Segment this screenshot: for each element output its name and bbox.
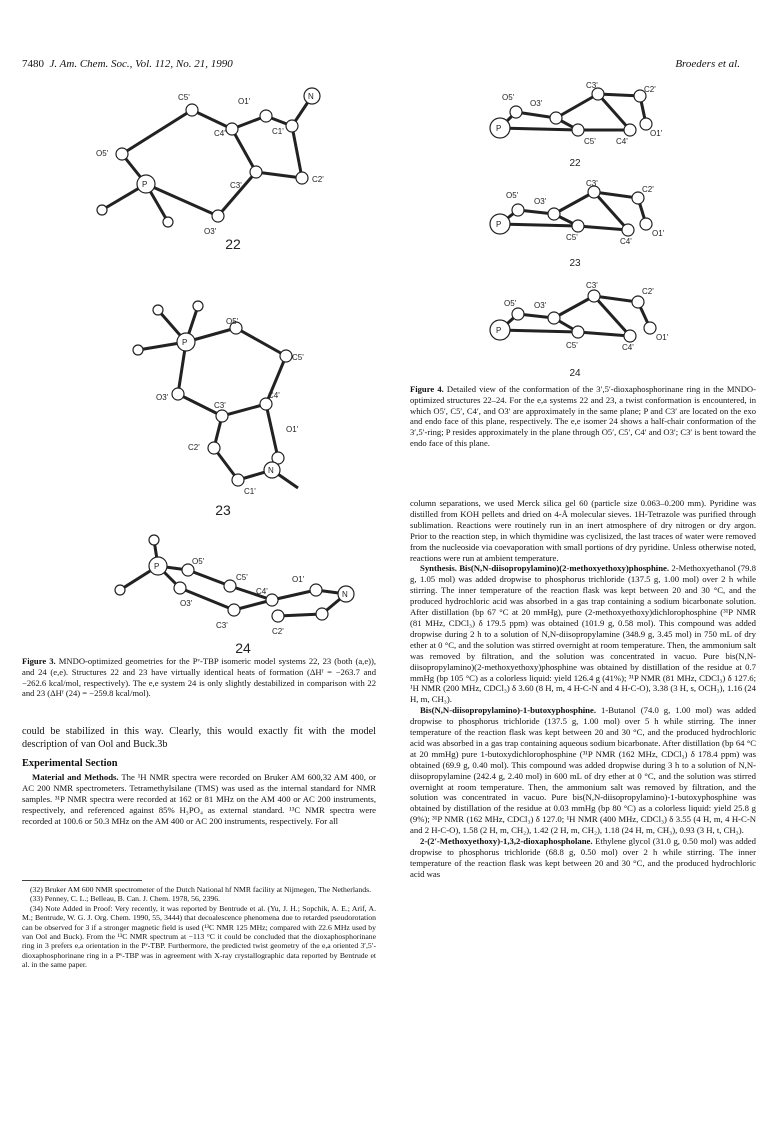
svg-text:C4': C4'	[620, 237, 632, 246]
svg-text:O1': O1'	[652, 229, 665, 238]
svg-text:P: P	[142, 180, 148, 189]
running-authors: Broeders et al.	[675, 58, 740, 70]
footnote-33: (33) Penney, C. L.; Belleau, B. Can. J. Chem. 1978, 56, 2396.	[30, 894, 220, 904]
structure-23-diagram	[118, 280, 358, 510]
materials-methods-text: The ¹H NMR spectra were recorded on Bruker AM 600,32 AM 400, or AC 200 NMR spectrometers. Tetramethylsilane (TMS) was used as the internal standard for NMR samples. ³¹P NMR spectra were recorded at 162 or 81 MHz on the AM 400 or AC 200 instruments, respectively, and referenced against 85% H₃PO₄ as external standard. ¹³C NMR spectra were recorded at 100.6 or 50.3 MHz on the AM 400 or AC 200 instruments, respectively. For all	[22, 772, 376, 826]
svg-text:C5': C5'	[566, 233, 578, 242]
journal-citation: J. Am. Chem. Soc., Vol. 112, No. 21, 1990	[49, 58, 233, 70]
svg-text:O1': O1'	[292, 575, 305, 584]
svg-text:C2': C2'	[188, 443, 200, 452]
svg-text:N: N	[308, 92, 314, 101]
svg-text:C5': C5'	[236, 573, 248, 582]
figure-4-caption	[410, 384, 756, 449]
svg-text:C2': C2'	[644, 85, 656, 94]
svg-text:P: P	[154, 562, 160, 571]
svg-text:O3': O3'	[534, 301, 547, 310]
structure-23-label: 23	[215, 502, 231, 518]
figure-4-structure-24	[470, 278, 700, 368]
figure-4-label-23: 23	[569, 258, 581, 269]
structure-22-label: 22	[225, 236, 241, 252]
svg-text:P: P	[496, 124, 502, 133]
synthesis-1-title: Synthesis. Bis(N,N-diisopropylamino)(2-methoxyethoxy)phosphine.	[420, 563, 670, 574]
figure-4-caption-text: Detailed view of the conformation of the 3′,5′-dioxaphosphorinane ring in the MNDO-optimized structures 22–24. For the e,a systems 22 and 23, a twist conformation is encountered, in which O5′, C5′, C4′, and O3′ are approximately in the same plane; P and C3′ are located on the exo and endo face of this plane, respectively. The e,e isomer 24 shows a half-chair conformation of the 3′,5′-ring; P resides approximately in the plane through O5′, C5′, C4′ and O3′; C3′ is bent toward the endo face of this plane.	[410, 384, 756, 448]
svg-text:O1': O1'	[656, 333, 669, 342]
column-separations-paragraph: column separations, we used Merck silica gel 60 (particle size 0.063–0.200 mm). Pyridine was distilled from KOH pellets and dried on 4-Å molecular sieves. 1H-Tetrazole was purified through sublimation. Reactions were routinely run in an inert atmosphere of dry nitrogen or dry argon. Prior to the reaction step, in which thymidine was cyclisized, the last traces of water were removed from the nucleoside via coevaporation with small portions of dry pyridine. Unless otherwise noted, reactions were run at ambient temperature.	[410, 498, 756, 563]
structure-24-diagram	[96, 530, 386, 640]
experimental-section-title: Experimental Section	[22, 758, 118, 769]
synthesis-1-paragraph	[410, 563, 756, 705]
svg-text:C2': C2'	[642, 185, 654, 194]
svg-text:C5': C5'	[566, 341, 578, 350]
svg-text:O3': O3'	[530, 99, 543, 108]
svg-text:C5': C5'	[584, 137, 596, 146]
svg-text:O5': O5'	[506, 191, 519, 200]
svg-text:C4': C4'	[256, 587, 268, 596]
figure-3-caption-label: Figure 3.	[22, 656, 56, 666]
svg-text:O3': O3'	[204, 227, 217, 236]
svg-text:O5': O5'	[96, 149, 109, 158]
figure-4-caption-label: Figure 4.	[410, 384, 444, 394]
svg-text:C5': C5'	[178, 93, 190, 102]
svg-text:C4': C4'	[616, 137, 628, 146]
svg-text:O1': O1'	[238, 97, 251, 106]
structure-24-label: 24	[235, 640, 251, 656]
svg-text:C3': C3'	[230, 181, 242, 190]
synthesis-1-text: 2-Methoxyethanol (79.8 g, 1.05 mol) was added dropwise to phosphorus trichloride (137.5 g, 1.00 mol) over 2 h while stirring. The inner temperature of the reaction flask was kept between 20 and 30 °C, and the produced hydrochloric acid was absorbed in a gas trap containing a sodium bicarbonate solution. After distillation (bp 67 °C at 20 mmHg), pure (2-methoxyethoxy)dichlorophosphine (³¹P NMR (81 MHz, CDCl₃) δ 179.5 ppm) was obtained (101.9 g, 0.58 mol). This compound was added dropwise during 2 h to a solution of N,N-diisopropylamine (348.9 g, 3.45 mol) in 750 mL of dry ether at 0 °C, and the solution was stirred overnight at room temperature. Then, the ammonium salt was removed by filtration, and the solution was concentrated in vacuo. Pure bis(N,N-diisopropylamino)(2-methoxyethoxy)phosphine was obtained by distillation of the residue at 0.7 mmHg (bp 105 °C) as a colorless liquid: yield 126.4 g (41%); ³¹P NMR (81 MHz, CDCl₃) δ 127.6; ¹H NMR (200 MHz, CDCl₃) δ 3.60 (8 H, m, 4 H-C-N and 4 H-C-O), 3.38 (3 H, s, OCH₃), 1.16 (24 H, m, CH₃).	[410, 563, 757, 705]
svg-text:N: N	[342, 590, 348, 599]
svg-text:C2': C2'	[272, 627, 284, 636]
svg-text:O5': O5'	[502, 93, 515, 102]
right-column-body	[410, 498, 756, 880]
svg-text:C5': C5'	[292, 353, 304, 362]
svg-text:N: N	[268, 466, 274, 475]
svg-text:O3': O3'	[180, 599, 193, 608]
svg-text:O5': O5'	[504, 299, 517, 308]
svg-text:C4': C4'	[214, 129, 226, 138]
footnote-32: (32) Bruker AM 600 NMR spectrometer of the Dutch National hf NMR facility at Nijmegen, The Netherlands.	[30, 885, 372, 894]
svg-text:P: P	[496, 326, 502, 335]
svg-text:P: P	[182, 338, 188, 347]
figure-3-caption	[22, 656, 376, 699]
svg-text:O3': O3'	[534, 197, 547, 206]
synthesis-2-paragraph	[410, 705, 756, 836]
footnotes	[22, 885, 376, 970]
svg-text:C3': C3'	[586, 281, 598, 290]
svg-text:O5': O5'	[226, 317, 239, 326]
page-number: 7480	[22, 58, 44, 70]
page-header-left	[22, 58, 233, 70]
svg-text:O5': O5'	[192, 557, 205, 566]
svg-text:O1': O1'	[286, 425, 299, 434]
materials-methods-paragraph	[22, 772, 376, 827]
svg-text:C1': C1'	[272, 127, 284, 136]
svg-text:C2': C2'	[642, 287, 654, 296]
synthesis-3-text: Ethylene glycol (31.0 g, 0.50 mol) was added dropwise to phosphorus trichloride (68.8 g, 0.50 mol) over 2 h while stirring. The inner temperature of the reaction flask was kept between 20 and 30 °C, and the produced hydrochloric acid was	[410, 836, 756, 879]
synthesis-3-paragraph	[410, 836, 756, 880]
figure-3-caption-text: MNDO-optimized geometries for the Pᵛ-TBP isomeric model systems 22, 23 (both (a,e)), and 24 (e,e). Structures 22 and 23 have virtually identical heats of formation (ΔHᶠ = −263.7 and −262.6 kcal/mol, respectively). The e,e system 24 is only slightly destabilized in comparison with 22 and 23 (ΔHᶠ (24) = −259.8 kcal/mol).	[22, 656, 377, 699]
synthesis-2-title: Bis(N,N-diisopropylamino)-1-butoxyphosphine.	[420, 705, 597, 716]
continuation-paragraph: could be stabilized in this way. Clearly, this would exactly fit with the model description of van Ool and Buck.3b	[22, 726, 376, 750]
svg-text:C3': C3'	[214, 401, 226, 410]
svg-text:C3': C3'	[216, 621, 228, 630]
svg-text:O1': O1'	[650, 129, 663, 138]
svg-text:C4': C4'	[268, 391, 280, 400]
footnote-34: (34) Note Added in Proof: Very recently, it was reported by Bentrude et al. (Yu, J. H.; Sopchik, A. E.; Arif, A. M.; Bentrude, W. G. J. Org. Chem. 1990, 55, 3444) that decoalescence phenomena due to retarded pseudorotation can be observed for 3 if a stronger magnetic field is used (¹³C NMR 125 MHz; compared with 22.6 MHz used by van Ool and Buck). From the ¹³C NMR spectrum at −113 °C it could be concluded that the dioxaphosphorinane ring in 3 prefers e,a orientation in the Pᵛ-TBP. Furthermore, the predicted twist geometry of the e,a oriented 3′,5′-dioxaphosphorinane ring in a Pᵛ-TBP was in agreement with X-ray crystallographic data reported by Bentrude et al. in the same paper.	[22, 903, 376, 970]
synthesis-3-title: 2-(2′-Methoxyethoxy)-1,3,2-dioxaphospholane.	[420, 836, 593, 847]
svg-text:C3': C3'	[586, 179, 598, 188]
svg-text:O3': O3'	[156, 393, 169, 402]
svg-text:C1': C1'	[244, 487, 256, 496]
figure-4-label-24: 24	[569, 368, 581, 379]
svg-text:P: P	[496, 220, 502, 229]
svg-text:C4': C4'	[622, 343, 634, 352]
svg-text:C2': C2'	[312, 175, 324, 184]
svg-text:C3': C3'	[586, 81, 598, 90]
synthesis-2-text: 1-Butanol (74.0 g, 1.00 mol) was added dropwise to phosphorus trichloride (137.5 g, 1.00 mol) over 5 h while stirring. The inner temperature of the reaction flask was kept between 20 and 30 °C, and the produced hydrochloric acid was absorbed in a gas trap containing aqueous sodium bicarbonate. After distillation (bp 64 °C at 20 mmHg) pure 1-butoxydichlorophosphine (³¹P NMR (162 MHz, CDCl₃) δ 178.4 ppm) was obtained (69.9 g, 0.40 mol). This compound was added dropwise during 3 h to a solution of N,N-diisopropylamine (242.4 g, 2.40 mol) in 600 mL of dry ether at 0 °C, and the solution was stirred overnight at room temperature. Then, the ammonium salt was removed by filtration, and the solution was concentrated in vacuo. Pure bis(N,N-diisopropylamino)-1-butoxyphosphine was obtained by distillation of the residue at 0.03 mmHg (bp 80 °C) as a colorless liquid: yield 25.8 g (9%); ³¹P NMR (162 MHz, CDCl₃) δ 127.0; ¹H NMR (400 MHz, CDCl₃) δ 3.55 (4 H, m, 4 H-C-N and 2 H-C-O), 1.58 (2 H, m, CH₂), 1.42 (2 H, m, CH₂), 1.18 (24 H, m, CH₃), 0.93 (3 H, t, CH₃).	[410, 705, 756, 836]
figure-4-structure-23	[470, 178, 700, 254]
figure-4-label-22: 22	[569, 158, 581, 169]
materials-methods-title: Material and Methods.	[32, 772, 119, 782]
figure-4-structure-22	[470, 78, 700, 158]
footnote-divider	[22, 880, 142, 881]
